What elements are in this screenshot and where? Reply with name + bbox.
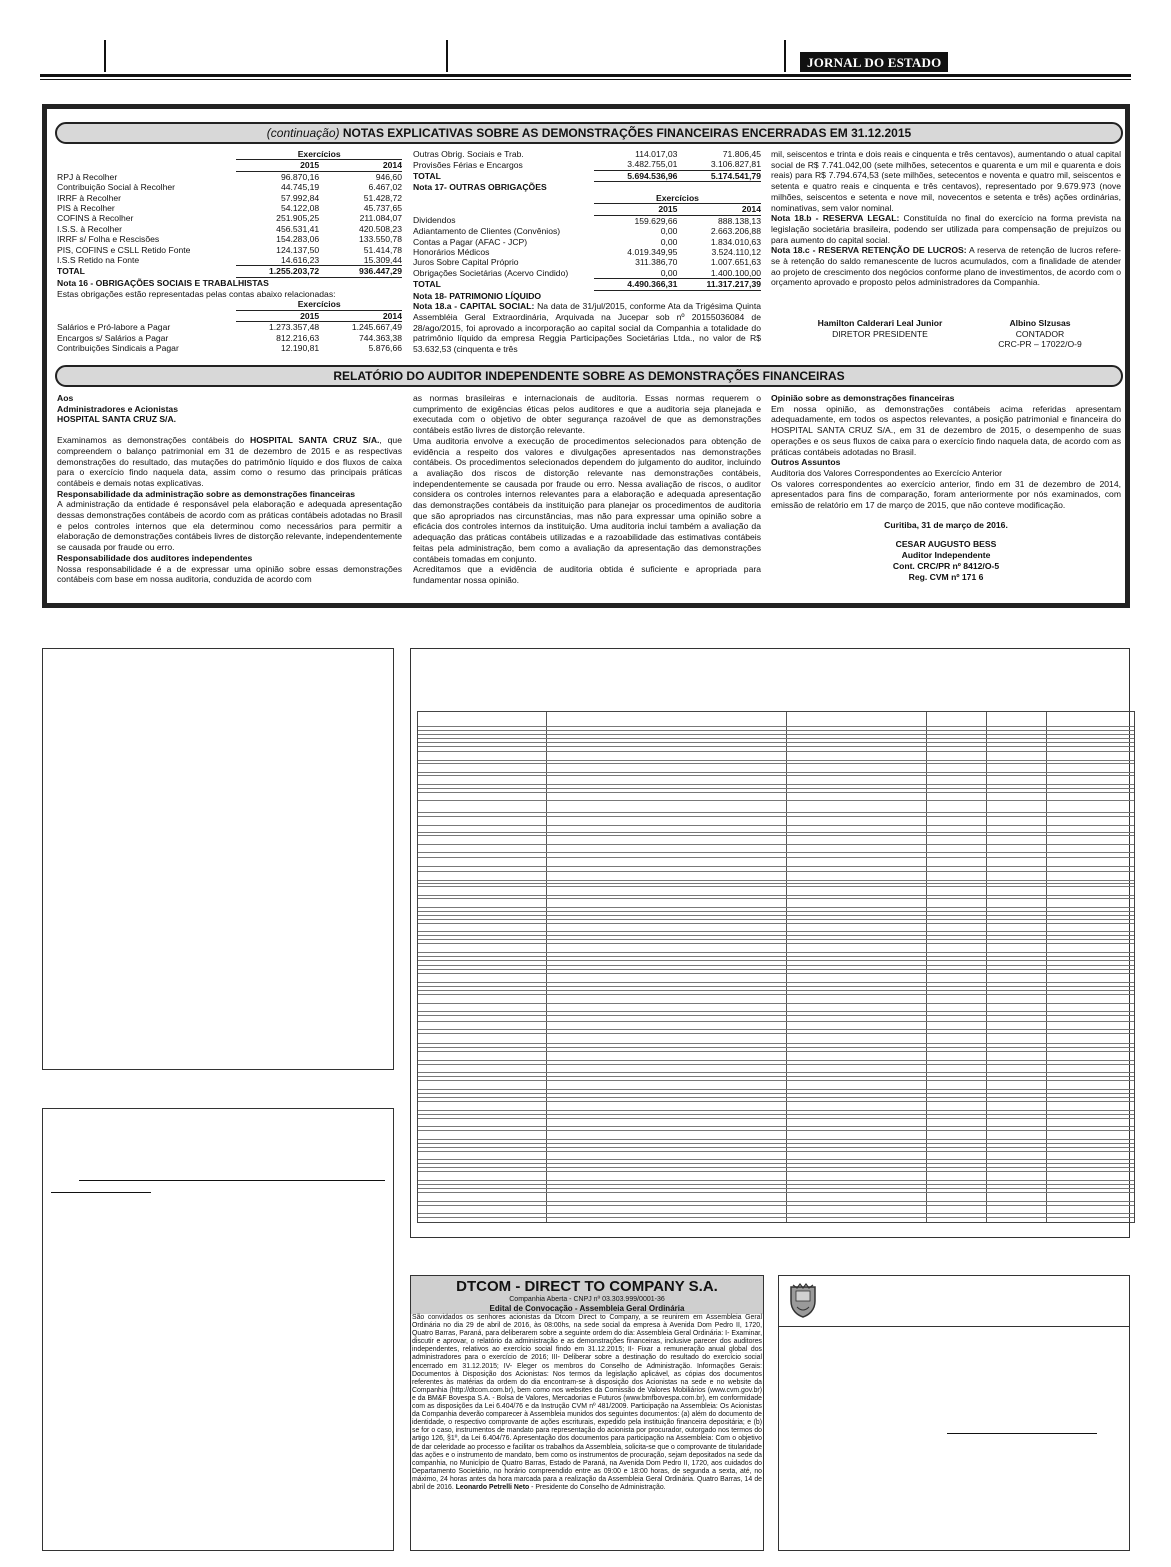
nota-18a-label: Nota 18.a - CAPITAL SOCIAL:: [413, 301, 535, 312]
year-2015: 2015: [236, 310, 319, 321]
notes-column-2: [413, 149, 761, 355]
underline: [51, 1192, 151, 1193]
signer-role: DIRETOR PRESIDENTE: [832, 328, 928, 339]
auditor-paragraph: Nossa responsabilidade é a de expressar uma opinião sobre essas demonstrações contábeis com base em nossa auditoria, conduzida de acordo com: [57, 563, 402, 585]
table-row-rule: [418, 895, 1134, 896]
table-row-rule: [418, 871, 1134, 872]
addressee: Administradores e Acionistas: [57, 403, 178, 414]
table-row-rule: [418, 730, 1134, 731]
nota-16-intro: Estas obrigações estão representadas pelas contas abaixo relacionadas:: [57, 288, 336, 299]
signature-accountant: [981, 318, 1099, 350]
table-row-rule: [418, 931, 1134, 932]
blank-ad-box: [42, 1108, 394, 1551]
table-row: Juros Sobre Capital Próprio 311.386,70 1.007.651,63: [413, 257, 761, 268]
section-heading: Responsabilidade dos auditores independentes: [57, 552, 253, 563]
auditor-intro-paragraph: Examinamos as demonstrações contábeis do HOSPITAL SANTA CRUZ S/A., que compreendem o balanço patrimonial em 31 de dezembro de 2015 e as respectivas demonstrações do resultado, das mutações do patrimônio líquido e dos fluxos de caixa para o exercício findo naquela data, assim como o resumo das principais práticas contábeis e demais notas explicativas.: [57, 435, 402, 488]
table-row: Contas a Pagar (AFAC - JCP) 0,00 1.834.010,63: [413, 236, 761, 247]
page-header: [40, 40, 1131, 80]
table-row-rule: [418, 734, 1134, 735]
auditor-column-1: [57, 393, 402, 585]
year-2014: 2014: [319, 310, 402, 321]
table-row-rule: [418, 1110, 1134, 1111]
table-row-rule: [418, 784, 1134, 785]
nota-17-table: [413, 193, 761, 291]
table-total-row: TOTAL 5.694.536,96 5.174.541,79: [413, 170, 761, 181]
header-rule: [40, 74, 1131, 77]
notes-banner: [55, 122, 1123, 144]
table-row-rule: [418, 880, 1134, 881]
table-row-rule: [418, 1139, 1134, 1140]
table-row-rule: [418, 832, 1134, 833]
coat-of-arms-icon: [787, 1283, 819, 1319]
divider: [779, 1326, 1129, 1327]
table-row-rule: [418, 915, 1134, 916]
year-2014: 2014: [319, 160, 402, 171]
report-date: Curitiba, 31 de março de 2016.: [884, 519, 1008, 530]
table-row: Outras Obrig. Sociais e Trab. 114.017,03 71.806,45: [413, 149, 761, 159]
table-row: Adiantamento de Clientes (Convênios) 0,00 2.663.206,88: [413, 226, 761, 237]
table-row-rule: [418, 1015, 1134, 1016]
table-row-rule: [418, 935, 1134, 936]
table-row-rule: [418, 788, 1134, 789]
table-row-rule: [418, 1080, 1134, 1081]
auditor-paragraph: Acreditamos que a evidência de auditoria obtida é suficiente e apropriada para fundamentar nossa opinião.: [413, 564, 761, 585]
nota-18-title: Nota 18- PATRIMONIO LÍQUIDO: [413, 290, 542, 301]
table-row: PIS, COFINS e CSLL Retido Fonte 124.137,50 51.414,78: [57, 244, 402, 255]
table-row-rule: [418, 939, 1134, 940]
table-row: Honorários Médicos 4.019.349,95 3.524.110,12: [413, 246, 761, 257]
table-row-rule: [418, 1051, 1134, 1052]
auditor-column-3: [771, 393, 1121, 582]
year-2015: 2015: [594, 204, 678, 215]
table-row-rule: [418, 1093, 1134, 1094]
table-row: Encargos s/ Salários a Pagar 812.216,63 744.363,38: [57, 332, 402, 343]
dtcom-body: [411, 1314, 763, 1492]
table-row-rule: [418, 1118, 1134, 1119]
table-row: Dividendos 159.629,66 888.138,13: [413, 215, 761, 226]
table-row-rule: [418, 1213, 1134, 1214]
table-row-rule: [418, 1114, 1134, 1115]
auditor-name: CESAR AUGUSTO BESS: [895, 539, 997, 550]
dtcom-title: DTCOM - DIRECT TO COMPANY S.A.: [411, 1276, 763, 1296]
signature-line: [947, 1433, 1097, 1434]
nota-18a-continued: mil, seiscentos e trinta e dois reais e cinquenta e três centavos), aumentando o atual capital social de R$ 7.741.042,00 (sete milhões, setecentos e quarenta e um mil e quarenta e dois reais) para R$ 7.794.674,53 (sete milhões, setecentos e noventa e quatro mil, seiscentos e setenta e quatro reais e cinquenta e três centavos), representado por 9.679.973 (nove milhões, seiscentos e setenta e nove mil, novecentos e setenta e três) ações ordinárias, nominativas, sem valor nominal.: [771, 149, 1121, 213]
table-row-rule: [418, 775, 1134, 776]
dtcom-signer: Leonardo Petrelli Neto: [455, 1483, 530, 1491]
table-row-rule: [418, 1171, 1134, 1172]
table-row-rule: [418, 965, 1134, 966]
table-row-rule: [418, 726, 1134, 727]
nota-18b-label: Nota 18.b - RESERVA LEGAL:: [771, 213, 900, 224]
table-row-rule: [418, 1201, 1134, 1202]
banner-title: NOTAS EXPLICATIVAS SOBRE AS DEMONSTRAÇÕES FINANCEIRAS ENCERRADAS EM 31.12.2015: [342, 126, 912, 140]
table-row-rule: [418, 923, 1134, 924]
table-row-rule: [418, 1217, 1134, 1218]
table-row-rule: [418, 1159, 1134, 1160]
table-row-rule: [418, 1101, 1134, 1102]
addressee-company: HOSPITAL SANTA CRUZ S/A.: [57, 414, 177, 425]
table-row-rule: [418, 1143, 1134, 1144]
dtcom-body-text: São convidados os senhores acionistas da Dtcom Direct to Company, a se reunirem em Assembleia Geral Ordinária no dia 29 de abril de 2016, às 08:00hs, na sede social da empresa à Avenida Dom Pedro II, 1720, Quatro Barras, Paraná, para deliberarem sobre a seguinte ordem do dia: Assembleia Geral Ordinária: I- Examinar, discutir e aprovar, o relatório da administração e as demonstrações financeiras, inclusive parecer dos auditores independentes, relativos ao exercício social findo em 31.12.2015; II- Fixar a remuneração anual global dos administradores para o exercício de 2016; III- Deliberar sobre a destinação do resultado do exercício social encerrado em 31.12.2015; IV- Eleger os membros do Conselho de Administração. Informações Gerais: Documentos à Disposição dos Acionistas: Nos termos da legislação aplicável, as cópias dos documentos referentes às matérias da ordem do dia encontram-se à disposição dos Acionistas na sede e no website da Companhia (http://dtcom.com.br), bem como nos websites da Comissão de Valores Mobiliários (www.cvm.gov.br) e da BM&F Bovespa S.A. - Bolsa de Valores, Mercadorias e Futuros (www.bmfbovespa.com.br), em conformidade com as disposições da Lei 6.404/76 e da Instrução CVM nº 481/2009. Participação na Assembleia: Os Acionistas da Companhia deverão comparecer à Assembleia munidos dos seguintes documentos: (a) além do documento de identidade, o respectivo comprovante de ações escriturais, expedido pela instituição financeira depositária; e (b) se for o caso, instrumentos de mandato para representação do acionista por procurador, outorgado nos termos do artigo 126, §1º, da Lei 6.404/76. Apresentação dos documentos para participação na Assembleia: Com o objetivo de dar celeridade ao processo e facilitar os trabalhos da Assembleia, solicita-se que o comprovante de titularidade das ações e o instrumento de mandato, bem como os instrumentos de procuração, sejam depositados na sede da companhia, no Município de Quatro Barras, Estado de Paraná, na Avenida Dom Pedro II, 1720, aos cuidados do Departamento Societário, no horário compreendido entre as 09:00 e 18:00 horas, de segunda a sexta, até, no máximo, 24 horas antes da hora marcada para a realização da Assembleia Geral Ordinária. Quatro Barras, 14 de abril de 2016.: [412, 1314, 762, 1491]
nota-18b-paragraph: [771, 213, 1121, 245]
dtcom-signer-role: - Presidente do Conselho de Administração.: [529, 1483, 666, 1491]
notes-column-1: [57, 149, 402, 353]
table-row-rule: [418, 1180, 1134, 1181]
table-row-rule: [418, 1151, 1134, 1152]
auditor-opinion-paragraph: Em nossa opinião, as demonstrações contábeis acima referidas apresentam adequadamente, em todos os aspectos relevantes, a posição patrimonial e financeira do HOSPITAL SANTA CRUZ S/A., em 31 de dezembro de 2015, o desempenho de suas operações e os seus fluxos de caixa para o exercício findo naquela data, de acordo com as práticas contábeis adotadas no Brasil.: [771, 403, 1121, 457]
table-row-rule: [418, 1047, 1134, 1048]
table-total-row: TOTAL 1.255.203,72 936.447,29: [57, 266, 402, 277]
table-row-rule: [418, 812, 1134, 813]
table-row-rule: [418, 1089, 1134, 1090]
auditor-paragraph: A administração da entidade é responsável pela elaboração e adequada apresentação dessas demonstrações contábeis de acordo com as práticas contábeis adotadas no Brasil e pelos controles internos que ela determinou como necessários para permitir a elaboração de demonstrações contábeis livres de distorção relevante, independentemente se causada por fraude ou erro.: [57, 499, 402, 553]
table-row-rule: [418, 1097, 1134, 1098]
table-row-rule: [418, 738, 1134, 739]
table-row-rule: [418, 772, 1134, 773]
nota-16-continued-table: [413, 149, 761, 182]
table-row-rule: [418, 883, 1134, 884]
table-row-rule: [418, 943, 1134, 944]
nota-18b-text: Constituída no final do exercício na forma prevista na legislação societária brasileira, podendo ser utilizada para compensação de prejuízos ou para aumento do capital social.: [771, 213, 1121, 245]
table-row-rule: [418, 760, 1134, 761]
table-row-rule: [418, 898, 1134, 899]
table-row-rule: [418, 1188, 1134, 1189]
year-2015: 2015: [236, 160, 319, 171]
table-row-rule: [418, 1205, 1134, 1206]
table-row-rule: [418, 844, 1134, 845]
header-rule: [40, 79, 1131, 80]
signature-director: [815, 318, 945, 339]
nota-17-title: Nota 17- OUTRAS OBRIGAÇÕES: [413, 182, 547, 193]
table-row-rule: [418, 994, 1134, 995]
table-row-rule: [418, 1033, 1134, 1034]
table-row-rule: [418, 1064, 1134, 1065]
blank-ad-box: [42, 648, 394, 1070]
municipal-notice-box: [778, 1275, 1130, 1551]
table-row-rule: [418, 911, 1134, 912]
table-row-rule: [418, 1147, 1134, 1148]
table-row: I.S.S. à Recolher 456.531,41 420.508,23: [57, 223, 402, 234]
table-row-rule: [418, 986, 1134, 987]
table-row-rule: [418, 1126, 1134, 1127]
banner-prefix: (continuação): [266, 126, 340, 140]
auditor-cvm: Reg. CVM nº 171 6: [908, 571, 984, 582]
auditor-banner: RELATÓRIO DO AUDITOR INDEPENDENTE SOBRE AS DEMONSTRAÇÕES FINANCEIRAS: [55, 365, 1123, 387]
table-row: PIS à Recolher 54.122,08 45.737,65: [57, 203, 402, 214]
table-row: Provisões Férias e Encargos 3.482.755,01 3.106.827,81: [413, 159, 761, 170]
dtcom-convocation: [410, 1275, 764, 1551]
signer-role: CONTADOR: [1015, 328, 1065, 339]
table-row-rule: [418, 952, 1134, 953]
table-row-rule: [418, 1060, 1134, 1061]
empty-ruled-table: [417, 711, 1135, 1223]
signer-registration: CRC-PR – 17022/O-9: [998, 339, 1082, 350]
auditor-column-2: [413, 393, 761, 586]
nota-16-table: [57, 299, 402, 353]
header-divider: [104, 40, 106, 72]
header-divider: [446, 40, 448, 72]
table-row-rule: [418, 1167, 1134, 1168]
table-row-rule: [418, 956, 1134, 957]
nota-18a-text: Na data de 31/jul/2015, conforme Ata da Trigésima Quinta Assembléia Geral Extraordinária, Arquivada na Jucepar sob nº 20155036084 de 28/ago/2015, foi aprovado a incorporação ao capital social da Companhia a totalidade do patrimônio líquido da empresa Reggia Participações Societárias Ltda., no valor de R$ 53.632,53 (cinquenta e três: [413, 301, 761, 355]
table-total-row: TOTAL 4.490.366,31 11.317.217,39: [413, 279, 761, 290]
ruled-table-box: [410, 648, 1130, 1238]
table-header: Exercícios: [236, 299, 402, 310]
table-row-rule: [418, 852, 1134, 853]
table-row-rule: [418, 1076, 1134, 1077]
table-row-rule: [418, 1029, 1134, 1030]
auditor-paragraph: as normas brasileiras e internacionais de auditoria. Essas normas requerem o cumprimento de exigências éticas pelos auditores e que a auditoria seja planejada e executada com o objetivo de obter segurança razoável de que as demonstrações contábeis estão livres de distorção relevante.: [413, 393, 761, 436]
table-row-rule: [418, 1011, 1134, 1012]
auditor-role: Auditor Independente: [901, 550, 991, 561]
table-row-rule: [418, 1043, 1134, 1044]
addressee-aos: Aos: [57, 393, 74, 403]
table-row-rule: [418, 825, 1134, 826]
nota-16-title: Nota 16 - OBRIGAÇÕES SOCIAIS E TRABALHISTAS: [57, 277, 269, 288]
table-row: Obrigações Societárias (Acervo Cindido) 0,00 1.400.100,00: [413, 267, 761, 279]
table-row-rule: [418, 742, 1134, 743]
table-row-rule: [418, 1130, 1134, 1131]
table-row: COFINS à Recolher 251.905,25 211.084,07: [57, 213, 402, 224]
table-row-rule: [418, 886, 1134, 887]
table-row: Contribuições Sindicais a Pagar 12.190,81 5.876,66: [57, 342, 402, 353]
table-row-rule: [418, 1192, 1134, 1193]
auditor-crc: Cont. CRC/PR nº 8412/O-5: [892, 560, 1000, 571]
table-row: Salários e Pró-labore a Pagar 1.273.357,48 1.245.667,49: [57, 321, 402, 333]
underline: [79, 1180, 385, 1181]
year-2014: 2014: [677, 204, 761, 215]
table-row-rule: [418, 973, 1134, 974]
table-row-rule: [418, 1184, 1134, 1185]
nota-18c-text: A reserva de retenção de lucros refere-se à retenção do saldo remanescente de lucros acumulados, com a finalidade de atender ao projeto de crescimento dos negócios conforme plano de investimentos, de acordo com o orçamento aprovado e proposto pelos administradores da Companhia.: [771, 245, 1121, 288]
table-row-rule: [418, 1163, 1134, 1164]
table-row: Contribuição Social à Recolher 44.745,19 6.467,02: [57, 182, 402, 193]
signer-name: Albino Slzusas: [1009, 318, 1071, 328]
table-row-rule: [418, 816, 1134, 817]
table-row-rule: [418, 969, 1134, 970]
table-row: IRRF s/ Folha e Rescisões 154.283,06 133.550,78: [57, 234, 402, 245]
signer-name: Hamilton Calderari Leal Junior: [817, 318, 943, 328]
tax-table: [57, 149, 402, 278]
nota-18c-label: Nota 18.c - RESERVA RETENÇÃO DE LUCROS:: [771, 245, 967, 256]
table-row-rule: [418, 763, 1134, 764]
table-header: Exercícios: [594, 193, 761, 204]
notes-column-3: [771, 149, 1121, 288]
dtcom-cnpj: Companhia Aberta - CNPJ nº 03.303.999/0001-36: [411, 1296, 763, 1304]
header-divider: [784, 40, 786, 72]
section-subheading: Auditoria dos Valores Correspondentes ao Exercício Anterior: [771, 467, 1003, 478]
table-row-rule: [418, 907, 1134, 908]
auditor-paragraph: Os valores correspondentes ao exercício anterior, findo em 31 de dezembro de 2014, apresentados para fins de comparação, foram anteriormente por nós examinados, com emissão de relatório em 17 de março de 2015, que não conteve modificação.: [771, 478, 1121, 511]
table-row-rule: [418, 960, 1134, 961]
table-row-rule: [418, 751, 1134, 752]
financial-notice: [42, 104, 1130, 608]
section-heading: Opinião sobre as demonstrações financeiras: [771, 393, 955, 403]
table-header: Exercícios: [236, 149, 402, 160]
table-row-rule: [418, 982, 1134, 983]
table-row: IRRF à Recolher 57.992,84 51.428,72: [57, 192, 402, 203]
table-row-rule: [418, 919, 1134, 920]
table-row-rule: [418, 857, 1134, 858]
dtcom-edital-title: Edital de Convocação - Assembleia Geral Ordinária: [411, 1304, 763, 1314]
table-row-rule: [418, 746, 1134, 747]
table-row-rule: [418, 1021, 1134, 1022]
auditor-paragraph: Uma auditoria envolve a execução de procedimentos selecionados para obtenção de evidência a respeito dos valores e divulgações apresentados nas demonstrações contábeis. Os procedimentos selecionados dependem do julgamento do auditor, incluindo a avaliação dos riscos de distorção relevante nas demonstrações contábeis, independentemente se causada por fraude ou erro. Nessa avaliação de riscos, o auditor considera os controles internos relevantes para a elaboração e adequada apresentação das demonstrações contábeis da instituição para planejar os procedimentos de auditoria que são apropriados nas circunstâncias, mas não para expressar uma opinião sobre a eficácia dos controles internos da instituição. Uma auditoria inclui também a avaliação da adequação das práticas contábeis utilizadas e a razoabilidade das estimativas contábeis feitas pela administração, bem como a avaliação da apresentação das demonstrações contábeis tomadas em conjunto.: [413, 435, 761, 564]
table-row-rule: [418, 1072, 1134, 1073]
section-heading: Outros Assuntos: [771, 457, 841, 468]
table-row-rule: [418, 792, 1134, 793]
nota-18c-paragraph: [771, 245, 1121, 288]
table-row-rule: [418, 800, 1134, 801]
table-row-rule: [418, 835, 1134, 836]
nota-18a-paragraph: [413, 301, 761, 355]
table-row: I.S.S Retido na Fonte 14.616,23 15.309,44: [57, 255, 402, 266]
table-row: RPJ à Recolher 96.870,16 946,60: [57, 171, 402, 182]
table-row-rule: [418, 1003, 1134, 1004]
table-row-rule: [418, 990, 1134, 991]
table-row-rule: [418, 866, 1134, 867]
newspaper-logo: JORNAL DO ESTADO: [800, 52, 948, 72]
section-heading: Responsabilidade da administração sobre as demonstrações financeiras: [57, 488, 356, 499]
